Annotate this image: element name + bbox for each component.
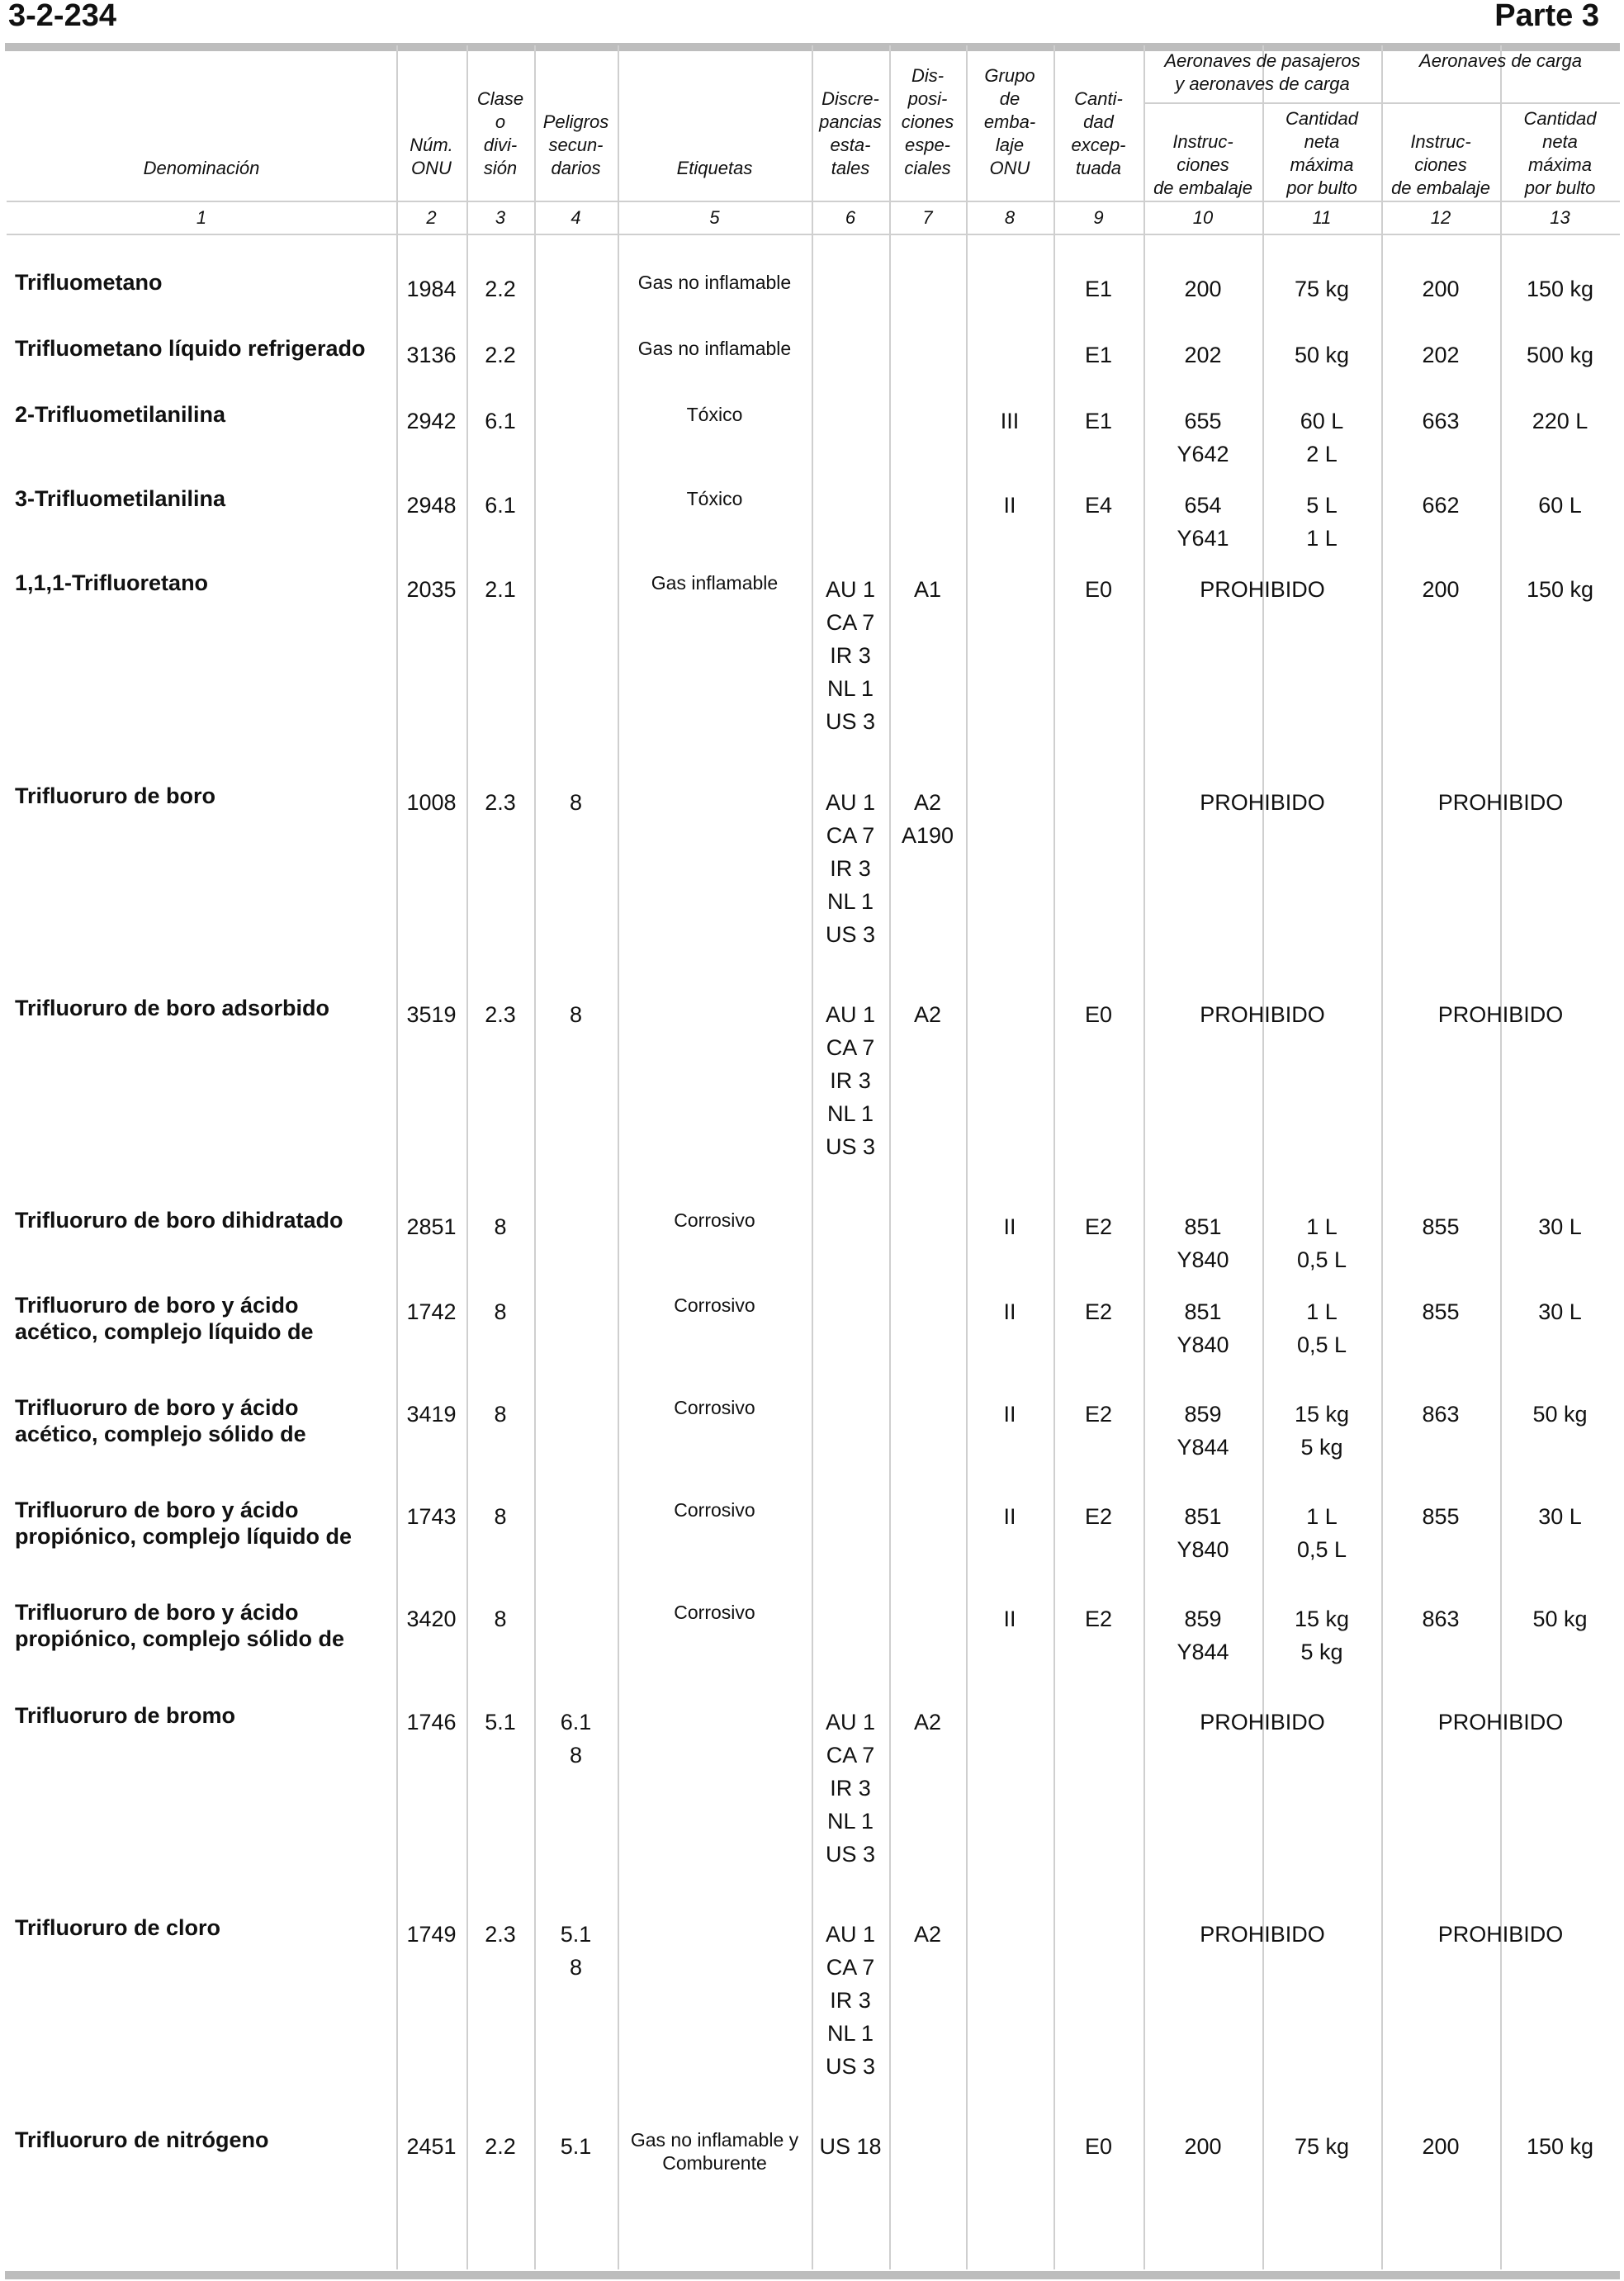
header-num-onu: Núm. ONU — [410, 135, 453, 178]
cell-etiquetas: Gas no inflamable — [637, 272, 792, 293]
cell-num-onu: 1984 — [406, 277, 457, 301]
cell-clase: 6.1 — [485, 493, 516, 518]
cell-cantidad-carga: 30 L — [1538, 1299, 1582, 1324]
cell-denominacion: Trifluoruro de boro — [15, 783, 215, 808]
column-number: 13 — [1550, 207, 1570, 228]
cell-grupo-embalaje: II — [1003, 493, 1016, 518]
cell-denominacion: Trifluoruro de nitrógeno — [15, 2127, 269, 2152]
cell-denominacion: Trifluoruro de boro adsorbido — [15, 996, 329, 1020]
header-grupo-embalaje: Grupo de emba- laje ONU — [983, 65, 1036, 178]
cell-cantidad-exceptuada: E1 — [1084, 343, 1113, 367]
cell-num-onu: 1743 — [406, 1504, 457, 1529]
row-divider — [7, 234, 1620, 235]
column-number: 9 — [1093, 207, 1104, 228]
cell-etiquetas: Tóxico — [686, 488, 743, 509]
cell-cantidad-carga: 50 kg — [1532, 1402, 1588, 1427]
cell-etiquetas: Gas no inflamable y Comburente — [630, 2129, 799, 2174]
cell-denominacion: 3-Trifluometilanilina — [15, 486, 226, 511]
cell-cantidad-carga: 30 L — [1538, 1214, 1582, 1239]
cell-peligros-secundarios: 8 — [569, 790, 583, 815]
cell-prohibido-pasajeros: PROHIBIDO — [1200, 790, 1325, 815]
cell-instrucciones-pasajeros: 851 Y840 — [1177, 1299, 1229, 1357]
cell-instrucciones-carga: 200 — [1422, 577, 1460, 602]
cell-denominacion: Trifluoruro de cloro — [15, 1915, 221, 1940]
cell-denominacion: Trifluoruro de boro dihidratado — [15, 1208, 343, 1233]
cell-instrucciones-pasajeros: 655 Y642 — [1177, 409, 1229, 466]
cell-cantidad-pasajeros: 15 kg 5 kg — [1294, 1402, 1350, 1460]
cell-instrucciones-carga: 663 — [1422, 409, 1460, 433]
cell-denominacion: Trifluoruro de boro y ácido acético, complejo sólido de — [15, 1395, 306, 1446]
cell-cantidad-exceptuada: E2 — [1084, 1607, 1113, 1631]
cell-peligros-secundarios: 8 — [569, 1002, 583, 1027]
cell-num-onu: 3420 — [406, 1607, 457, 1631]
cell-instrucciones-carga: 863 — [1422, 1607, 1460, 1631]
cell-cantidad-carga: 220 L — [1532, 409, 1588, 433]
cell-etiquetas: Gas no inflamable — [637, 338, 792, 359]
cell-grupo-embalaje: II — [1003, 1402, 1016, 1427]
cell-discrepancias: AU 1 CA 7 IR 3 NL 1 US 3 — [825, 790, 876, 947]
column-number: 12 — [1430, 207, 1451, 228]
cell-instrucciones-carga: 662 — [1422, 493, 1460, 518]
cell-denominacion: Trifluoruro de boro y ácido propiónico, complejo líquido de — [15, 1498, 352, 1549]
cell-num-onu: 1746 — [406, 1710, 457, 1734]
cell-instrucciones-carga: 855 — [1422, 1214, 1460, 1239]
cell-num-onu: 1749 — [406, 1922, 457, 1947]
cell-grupo-embalaje: II — [1003, 1299, 1016, 1324]
cell-cantidad-exceptuada: E2 — [1084, 1402, 1113, 1427]
cell-cantidad-carga: 50 kg — [1532, 1607, 1588, 1631]
column-number: 4 — [571, 207, 581, 228]
cell-num-onu: 3136 — [406, 343, 457, 367]
cell-num-onu: 2451 — [406, 2134, 457, 2159]
cell-instrucciones-pasajeros: 200 — [1184, 2134, 1222, 2159]
header-etiquetas: Etiquetas — [676, 158, 753, 178]
cell-clase: 5.1 — [485, 1710, 516, 1734]
cell-instrucciones-carga: 202 — [1422, 343, 1460, 367]
cell-instrucciones-pasajeros: 851 Y840 — [1177, 1504, 1229, 1562]
row-divider — [1143, 102, 1620, 104]
cell-cantidad-exceptuada: E0 — [1084, 577, 1113, 602]
cell-instrucciones-pasajeros: 851 Y840 — [1177, 1214, 1229, 1272]
cell-cantidad-pasajeros: 60 L 2 L — [1300, 409, 1344, 466]
cell-num-onu: 1742 — [406, 1299, 457, 1324]
cell-instrucciones-pasajeros: 859 Y844 — [1177, 1402, 1229, 1460]
page-header — [0, 0, 1624, 45]
cell-disposiciones: A2 — [913, 1002, 942, 1027]
column-number: 7 — [922, 207, 933, 228]
cell-instrucciones-carga: 200 — [1422, 277, 1460, 301]
cell-etiquetas: Corrosivo — [674, 1209, 755, 1231]
cell-clase: 2.3 — [485, 1922, 516, 1947]
cell-clase: 2.1 — [485, 577, 516, 602]
cell-denominacion: Trifluometano — [15, 270, 163, 295]
header-discrepancias: Discre- pancias esta- tales — [819, 88, 882, 178]
cell-clase: 2.2 — [485, 343, 516, 367]
cell-cantidad-pasajeros: 1 L 0,5 L — [1296, 1504, 1347, 1562]
part-title: Parte 3 — [1494, 0, 1599, 33]
cell-peligros-secundarios: 6.1 8 — [560, 1710, 592, 1768]
cell-clase: 8 — [494, 1402, 507, 1427]
cell-grupo-embalaje: III — [1000, 409, 1020, 433]
cell-num-onu: 3419 — [406, 1402, 457, 1427]
cell-prohibido-pasajeros: PROHIBIDO — [1200, 1002, 1325, 1027]
cell-peligros-secundarios: 5.1 8 — [560, 1922, 592, 1980]
column-number: 1 — [196, 207, 207, 228]
cell-cantidad-pasajeros: 15 kg 5 kg — [1294, 1607, 1350, 1664]
cell-clase: 2.2 — [485, 277, 516, 301]
cell-disposiciones: A2 A190 — [901, 790, 954, 848]
header-instrucciones-carga: Instruc- ciones de embalaje — [1391, 131, 1490, 198]
cell-num-onu: 2948 — [406, 493, 457, 518]
cell-discrepancias: AU 1 CA 7 IR 3 NL 1 US 3 — [825, 1710, 876, 1867]
cell-cantidad-carga: 150 kg — [1526, 577, 1594, 602]
cell-discrepancias: AU 1 CA 7 IR 3 NL 1 US 3 — [825, 1002, 876, 1159]
cell-num-onu: 1008 — [406, 790, 457, 815]
column-number: 8 — [1004, 207, 1016, 228]
cell-clase: 6.1 — [485, 409, 516, 433]
cell-cantidad-exceptuada: E2 — [1084, 1504, 1113, 1529]
cell-etiquetas: Corrosivo — [674, 1499, 755, 1521]
column-number: 3 — [495, 207, 506, 228]
cell-prohibido-carga: PROHIBIDO — [1437, 1922, 1564, 1947]
cell-cantidad-exceptuada: E0 — [1084, 1002, 1113, 1027]
cell-prohibido-carga: PROHIBIDO — [1437, 1710, 1564, 1734]
cell-cantidad-pasajeros: 1 L 0,5 L — [1296, 1214, 1347, 1272]
header-cantidad-carga: Cantidad neta máxima por bulto — [1523, 108, 1597, 198]
cell-cantidad-exceptuada: E2 — [1084, 1299, 1113, 1324]
cell-discrepancias: US 18 — [819, 2134, 882, 2159]
cell-discrepancias: AU 1 CA 7 IR 3 NL 1 US 3 — [825, 1922, 876, 2079]
cell-cantidad-pasajeros: 50 kg — [1294, 343, 1350, 367]
cell-clase: 8 — [494, 1214, 507, 1239]
cell-instrucciones-pasajeros: 200 — [1184, 277, 1222, 301]
cell-num-onu: 3519 — [406, 1002, 457, 1027]
column-divider — [966, 45, 968, 2269]
page-number: 3-2-234 — [8, 0, 116, 33]
cell-instrucciones-pasajeros: 654 Y641 — [1177, 493, 1229, 551]
header-cantidad-pasajeros: Cantidad neta máxima por bulto — [1285, 108, 1359, 198]
cell-instrucciones-carga: 855 — [1422, 1504, 1460, 1529]
cell-prohibido-carga: PROHIBIDO — [1437, 790, 1564, 815]
cell-instrucciones-pasajeros: 859 Y844 — [1177, 1607, 1229, 1664]
cell-cantidad-carga: 60 L — [1538, 493, 1582, 518]
cell-instrucciones-carga: 855 — [1422, 1299, 1460, 1324]
cell-cantidad-exceptuada: E2 — [1084, 1214, 1113, 1239]
bottom-rule — [5, 2271, 1620, 2279]
column-number: 2 — [426, 207, 437, 228]
header-disposiciones: Dis- posi- ciones espe- ciales — [901, 65, 954, 178]
cell-cantidad-exceptuada: E0 — [1084, 2134, 1113, 2159]
cell-denominacion: Trifluoruro de bromo — [15, 1703, 235, 1728]
cell-denominacion: Trifluoruro de boro y ácido propiónico, complejo sólido de — [15, 1600, 345, 1651]
cell-etiquetas: Gas inflamable — [651, 572, 779, 594]
cell-denominacion: 1,1,1-Trifluoretano — [15, 570, 209, 595]
cell-etiquetas: Corrosivo — [674, 1294, 755, 1316]
header-denominacion: Denominación — [143, 158, 260, 178]
cell-clase: 8 — [494, 1504, 507, 1529]
header-cantidad-exceptuada: Canti- dad excep- tuada — [1071, 88, 1126, 178]
cell-cantidad-pasajeros: 75 kg — [1294, 2134, 1350, 2159]
cell-clase: 8 — [494, 1299, 507, 1324]
cell-clase: 2.3 — [485, 790, 516, 815]
row-divider — [7, 201, 1620, 202]
cell-cantidad-pasajeros: 75 kg — [1294, 277, 1350, 301]
column-number: 11 — [1312, 207, 1332, 228]
cell-grupo-embalaje: II — [1003, 1214, 1016, 1239]
cell-prohibido-pasajeros: PROHIBIDO — [1200, 1710, 1325, 1734]
cell-etiquetas: Tóxico — [686, 404, 743, 425]
cell-cantidad-carga: 500 kg — [1526, 343, 1594, 367]
cell-cantidad-exceptuada: E1 — [1084, 409, 1113, 433]
cell-num-onu: 2035 — [406, 577, 457, 602]
cell-etiquetas: Corrosivo — [674, 1397, 755, 1418]
cell-prohibido-pasajeros: PROHIBIDO — [1200, 1922, 1325, 1947]
cell-grupo-embalaje: II — [1003, 1504, 1016, 1529]
cell-instrucciones-pasajeros: 202 — [1184, 343, 1222, 367]
cell-clase: 2.3 — [485, 1002, 516, 1027]
cell-peligros-secundarios: 5.1 — [560, 2134, 592, 2159]
cell-cantidad-exceptuada: E4 — [1084, 493, 1113, 518]
cell-denominacion: Trifluoruro de boro y ácido acético, complejo líquido de — [15, 1293, 314, 1344]
cell-discrepancias: AU 1 CA 7 IR 3 NL 1 US 3 — [825, 577, 876, 734]
cell-denominacion: Trifluometano líquido refrigerado — [15, 336, 366, 361]
cell-cantidad-exceptuada: E1 — [1084, 277, 1113, 301]
header-group-pasajeros: Aeronaves de pasajeros y aeronaves de carga — [1164, 50, 1361, 94]
cell-clase: 2.2 — [485, 2134, 516, 2159]
cell-num-onu: 2851 — [406, 1214, 457, 1239]
cell-clase: 8 — [494, 1607, 507, 1631]
header-clase: Clase o divi- sión — [476, 88, 524, 178]
cell-denominacion: 2-Trifluometilanilina — [15, 402, 226, 427]
cell-prohibido-carga: PROHIBIDO — [1437, 1002, 1564, 1027]
cell-disposiciones: A1 — [913, 577, 942, 602]
column-divider — [1053, 45, 1055, 2269]
cell-cantidad-carga: 30 L — [1538, 1504, 1582, 1529]
column-divider — [618, 45, 619, 2269]
cell-disposiciones: A2 — [913, 1922, 942, 1947]
cell-grupo-embalaje: II — [1003, 1607, 1016, 1631]
header-peligros: Peligros secun- darios — [542, 111, 609, 178]
cell-prohibido-pasajeros: PROHIBIDO — [1200, 577, 1325, 602]
column-number: 10 — [1192, 207, 1214, 228]
column-number: 6 — [845, 207, 856, 228]
cell-cantidad-carga: 150 kg — [1526, 2134, 1594, 2159]
header-group-carga: Aeronaves de carga — [1419, 50, 1582, 71]
column-number: 5 — [709, 207, 720, 228]
cell-num-onu: 2942 — [406, 409, 457, 433]
cell-cantidad-pasajeros: 1 L 0,5 L — [1296, 1299, 1347, 1357]
cell-etiquetas: Corrosivo — [674, 1602, 755, 1623]
cell-disposiciones: A2 — [913, 1710, 942, 1734]
cell-cantidad-pasajeros: 5 L 1 L — [1306, 493, 1338, 551]
header-instrucciones-pasajeros: Instruc- ciones de embalaje — [1153, 131, 1252, 198]
cell-instrucciones-carga: 863 — [1422, 1402, 1460, 1427]
cell-cantidad-carga: 150 kg — [1526, 277, 1594, 301]
cell-instrucciones-carga: 200 — [1422, 2134, 1460, 2159]
